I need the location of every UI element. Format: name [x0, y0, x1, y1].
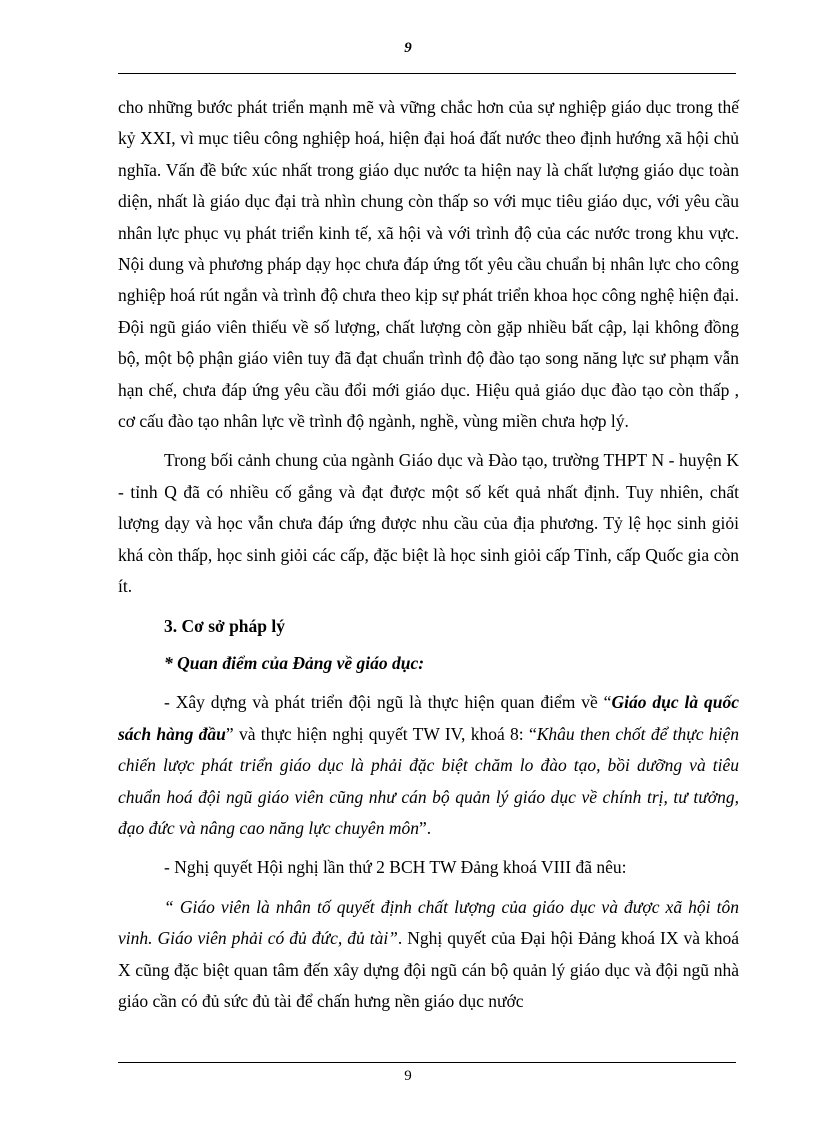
paragraph-teacher-quote	[118, 892, 739, 1018]
page-header-number: 9	[404, 40, 412, 56]
italic-quote: Khâu then chốt để thực hiện chiến lược phát triển giáo dục là phải đặc biệt chăm lo đào tạo, bồi dưỡng và tiêu chuẩn hoá đội ngũ giáo viên cũng như cán bộ quản lý giáo dục về chính trị, tư tưởng, đạo đức và nâng cao năng lực chuyên môn	[118, 723, 739, 838]
page-body	[118, 92, 739, 1017]
paragraph-party-viewpoint	[118, 687, 739, 844]
italic-quote: “ Giáo viên là nhân tố quyết định chất lượng của giáo dục và được xã hội tôn vinh. Giáo viên phải có đủ đức, đủ tài”	[118, 896, 739, 949]
text-run: . Nghị quyết của Đại hội Đảng khoá IX và khoá X cũng đặc biệt quan tâm đến xây dựng đội ngũ cán bộ quản lý giáo dục và đội ngũ nhà giáo cần có đủ sức đủ tài để chấn hưng nền giáo dục nước	[118, 928, 739, 1011]
subheading-party-viewpoint: * Quan điểm của Đảng về giáo dục:	[164, 652, 425, 673]
page-footer-number: 9	[404, 1068, 412, 1084]
text-run: ”.	[418, 817, 432, 838]
emphasis-quote: Giáo dục là quốc sách hàng đầu	[118, 692, 739, 744]
paragraph-quality-issues: cho những bước phát triển mạnh mẽ và vững chắc hơn của sự nghiệp giáo dục trong thế kỷ XXI, vì mục tiêu công nghiệp hoá, hiện đại hoá đất nước theo định hướng xã hội chủ nghĩa. Vấn đề bức xúc nhất trong giáo dục nước ta hiện nay là chất lượng giáo dục toàn diện, nhất là giáo dục đại trà nhìn chung còn thấp so với mục tiêu giáo dục, với yêu cầu nhân lực phục vụ phát triển kinh tế, xã hội và với trình độ của các nước trong khu vực. Nội dung và phương pháp dạy học chưa đáp ứng tốt yêu cầu chuẩn bị nhân lực cho công nghiệp hoá rút ngắn và trình độ chưa theo kịp sự phát triển khoa học công nghệ hiện đại. Đội ngũ giáo viên thiếu về số lượng, chất lượng còn gặp nhiều bất cập, lại không đồng bộ, một bộ phận giáo viên tuy đã đạt chuẩn trình độ đào tạo song năng lực sư phạm vẫn hạn chế, chưa đáp ứng yêu cầu đổi mới giáo dục. Hiệu quả giáo dục đào tạo còn thấp , cơ cấu đào tạo nhân lực về trình độ ngành, nghề, vùng miền chưa hợp lý.	[118, 97, 739, 432]
header-rule	[118, 73, 736, 74]
paragraph-school-context: Trong bối cảnh chung của ngành Giáo dục và Đào tạo, trường THPT N - huyện K - tỉnh Q đã có nhiều cố gắng và đạt được một số kết quả nhất định. Tuy nhiên, chất lượng dạy và học vẫn chưa đáp ứng được nhu cầu của địa phương. Tỷ lệ học sinh giỏi khá còn thấp, học sinh giỏi các cấp, đặc biệt là học sinh giỏi cấp Tỉnh, cấp Quốc gia còn ít.	[118, 450, 739, 597]
section-heading-legal-basis: 3. Cơ sở pháp lý	[164, 615, 286, 636]
footer-rule	[118, 1062, 736, 1063]
text-run: ” và thực hiện nghị quyết TW IV, khoá 8: “	[225, 723, 537, 744]
text-run: - Xây dựng và phát triển đội ngũ là thực hiện quan điểm về “	[164, 692, 612, 713]
paragraph-resolution: - Nghị quyết Hội nghị lần thứ 2 BCH TW Đảng khoá VIII đã nêu:	[164, 857, 627, 878]
